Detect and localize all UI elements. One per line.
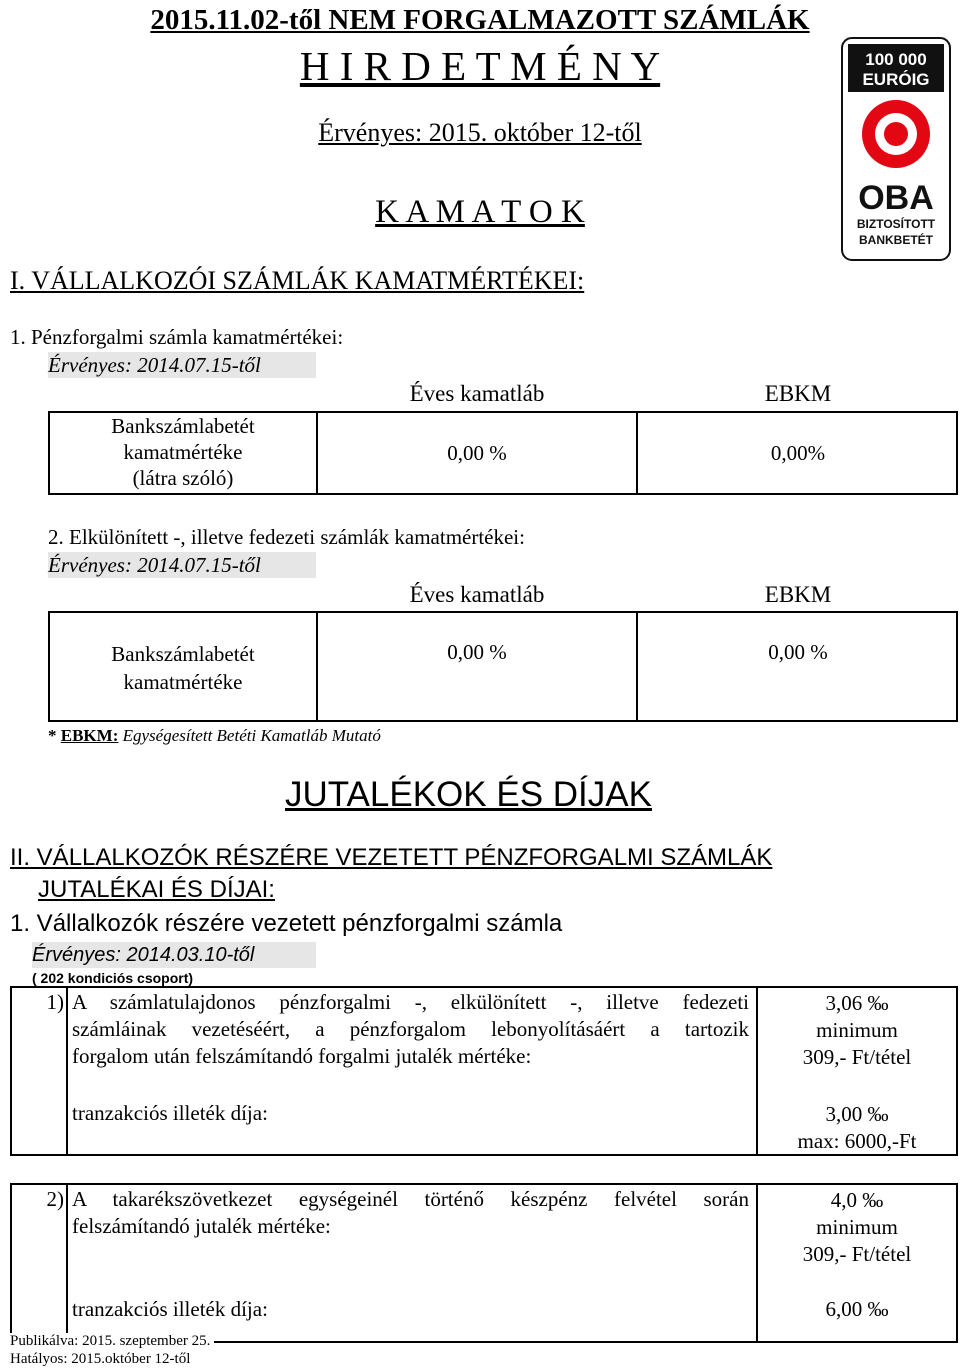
- sub2-col-rate: Éves kamatláb: [409, 582, 545, 607]
- footer-published: Publikálva: 2015. szeptember 25.: [10, 1333, 214, 1350]
- part2-heading-2: JUTALÉKAI ÉS DÍJAI:: [38, 876, 275, 903]
- item1-val3: 309,- Ft/tétel: [802, 1045, 912, 1069]
- header-valid: Érvényes: 2015. október 12-től: [318, 118, 642, 147]
- sub1-row-label-3: (látra szóló): [132, 466, 234, 490]
- sub1-rate: 0,00 %: [447, 440, 507, 465]
- item1-val4: 3,00 ‰: [825, 1102, 889, 1126]
- item2-val2: minimum: [816, 1215, 898, 1239]
- logo-line3: BIZTOSÍTOTT: [856, 217, 936, 231]
- item2-line3: tranzakciós illeték díja:: [72, 1297, 268, 1321]
- sub2-rate: 0,00 %: [447, 640, 507, 664]
- item2-val3: 309,- Ft/tétel: [802, 1242, 912, 1266]
- item1-line2: számláinak vezetéséért, a pénzforgalom lebonyolításáért a tartozik: [72, 1017, 749, 1041]
- sub1-ebkm: 0,00%: [770, 440, 826, 465]
- footnote-key: EBKM:: [60, 726, 119, 745]
- item1-val2: minimum: [816, 1018, 898, 1042]
- item1-num: 1): [46, 990, 64, 1014]
- item1-val1: 3,06 ‰: [825, 991, 889, 1015]
- item2-val1: 4,0 ‰: [830, 1188, 884, 1212]
- part1-heading: I. VÁLLALKOZÓI SZÁMLÁK KAMATMÉRTÉKEI:: [10, 266, 585, 295]
- item2-divider-num: [66, 1183, 68, 1343]
- sub2-row-label: [50, 640, 316, 696]
- sub2-row-label-1: Bankszámlabetét: [111, 642, 255, 666]
- sub2-col-ebkm: EBKM: [764, 582, 832, 607]
- sub1-row-label-1: Bankszámlabetét: [111, 414, 255, 438]
- section-kamatok: K A M A T O K: [375, 194, 585, 230]
- sub1-col-rate: Éves kamatláb: [409, 381, 545, 406]
- footer-effective: Hatályos: 2015.október 12-től: [10, 1351, 194, 1368]
- section-jutalekok: JUTALÉKOK ÉS DÍJAK: [285, 775, 652, 814]
- item2-val4: 6,00 ‰: [825, 1297, 889, 1321]
- ebkm-footnote: [48, 726, 381, 746]
- logo-brand: OBA: [858, 179, 934, 217]
- logo-line2: EURÓIG: [862, 70, 930, 89]
- sub2-divider-2: [636, 611, 638, 722]
- header-title: 2015.11.02-től NEM FORGALMAZOTT SZÁMLÁK: [150, 4, 810, 36]
- part2-valid: Érvényes: 2014.03.10-től: [32, 942, 316, 968]
- part2-group: ( 202 kondiciós csoport): [32, 970, 194, 986]
- oba-logo-graphic: [840, 36, 952, 262]
- item2-line1: A takarékszövetkezet egységeinél történő készpénz felvétel során: [72, 1187, 749, 1211]
- footnote-text: Egységesített Betéti Kamatláb Mutató: [118, 726, 381, 745]
- oba-logo: [840, 36, 952, 262]
- footnote-star: *: [48, 726, 61, 745]
- sub1-valid: Érvényes: 2014.07.15-től: [48, 352, 316, 378]
- sub1-col-ebkm: EBKM: [764, 381, 832, 406]
- logo-line1: 100 000: [865, 50, 927, 69]
- item1-fee: [758, 1101, 956, 1155]
- item2-value: [758, 1187, 956, 1268]
- part2-sub-title: 1. Vállalkozók részére vezetett pénzforgalmi számla: [10, 910, 563, 937]
- sub1-row-label-2: kamatmértéke: [123, 440, 243, 464]
- header-subtitle: H I R D E T M É N Y: [299, 43, 661, 89]
- sub2-valid: Érvényes: 2014.07.15-től: [48, 552, 316, 578]
- item1-val5: max: 6000,-Ft: [797, 1129, 917, 1153]
- sub2-divider-1: [316, 611, 318, 722]
- logo-line4: BANKBETÉT: [859, 233, 933, 247]
- item1-line1: A számlatulajdonos pénzforgalmi -, elkülönített -, illetve fedezeti: [72, 990, 749, 1014]
- sub2-ebkm: 0,00 %: [768, 640, 828, 664]
- item1-line4: tranzakciós illeték díja:: [72, 1101, 268, 1125]
- item1-divider-num: [66, 986, 68, 1156]
- item2-line2: felszámítandó jutalék mértéke:: [72, 1214, 331, 1238]
- sub1-row-label: [50, 413, 316, 491]
- sub2-row-label-2: kamatmértéke: [123, 670, 243, 694]
- sub1-title: 1. Pénzforgalmi számla kamatmértékei:: [10, 325, 344, 349]
- part2-heading-1: II. VÁLLALKOZÓK RÉSZÉRE VEZETETT PÉNZFORGALMI SZÁMLÁK: [10, 844, 773, 871]
- item2-num: 2): [46, 1187, 64, 1211]
- item1-value: [758, 990, 956, 1071]
- sub2-title: 2. Elkülönített -, illetve fedezeti számlák kamatmértékei:: [48, 525, 525, 549]
- item1-line3: forgalom után felszámítandó forgalmi jutalék mértéke:: [72, 1044, 532, 1068]
